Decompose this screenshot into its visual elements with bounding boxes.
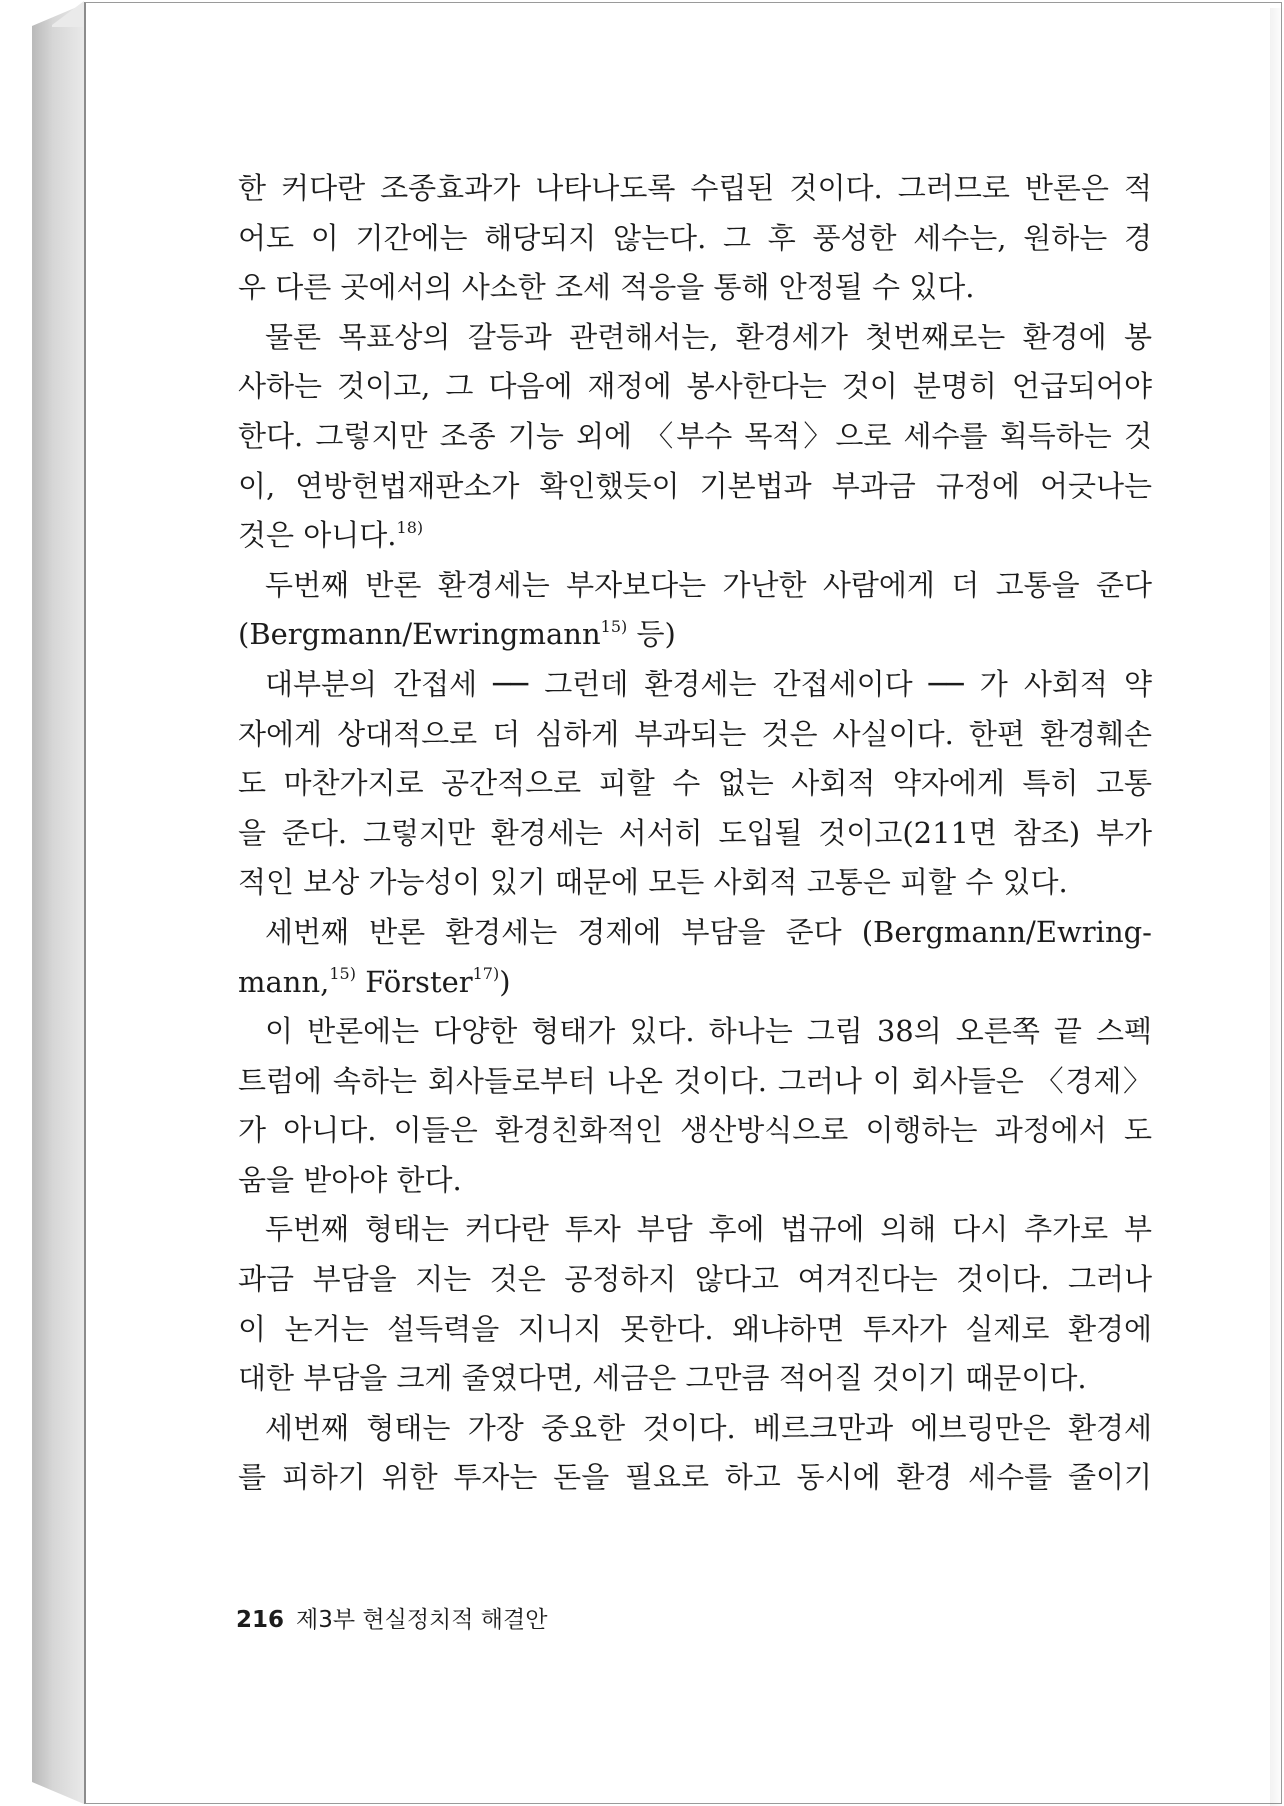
book-spine bbox=[32, 4, 84, 1804]
text-segment: ) bbox=[499, 964, 511, 999]
text-segment: Förster bbox=[355, 964, 473, 999]
text-segment: mann, bbox=[238, 964, 330, 999]
text-segment: (Bergmann/Ewringmann bbox=[238, 617, 601, 652]
footnote-marker: 17) bbox=[472, 963, 500, 983]
text-line: 한다. 그렇지만 조종 기능 외에 〈부수 목적〉으로 세수를 획득하는 것 bbox=[238, 418, 1152, 453]
text-line: 자에게 상대적으로 더 심하게 부과되는 것은 사실이다. 한편 환경훼손 bbox=[238, 716, 1152, 751]
section-heading-line: 세번째 반론 환경세는 경제에 부담을 준다 (Bergmann/Ewring- bbox=[265, 914, 1152, 949]
running-title: 제3부 현실정치적 해결안 bbox=[296, 1607, 548, 1633]
text-line: 가 아니다. 이들은 환경친화적인 생산방식으로 이행하는 과정에서 도 bbox=[238, 1113, 1152, 1148]
text-line: 이 반론에는 다양한 형태가 있다. 하나는 그림 38의 오른쪽 끝 스펙 bbox=[265, 1014, 1152, 1049]
text-line: 이 논거는 설득력을 지니지 못한다. 왜냐하면 투자가 실제로 환경에 bbox=[238, 1311, 1152, 1346]
text-line bbox=[238, 958, 1152, 1008]
text-line: 을 준다. 그렇지만 환경세는 서서히 도입될 것이고(211면 참조) 부가 bbox=[238, 815, 1152, 850]
text-line: 과금 부담을 지는 것은 공정하지 않다고 여겨진다는 것이다. 그러나 bbox=[238, 1262, 1152, 1297]
text-line: 적인 보상 가능성이 있기 때문에 모든 사회적 고통은 피할 수 있다. bbox=[238, 865, 1068, 900]
text-line: 두번째 형태는 커다란 투자 부담 후에 법규에 의해 다시 추가로 부 bbox=[265, 1212, 1152, 1247]
text-line: 한 커다란 조종효과가 나타나도록 수립된 것이다. 그러므로 반론은 적 bbox=[238, 171, 1152, 205]
footnote-marker: 15) bbox=[600, 616, 628, 636]
page-footer bbox=[236, 1601, 547, 1634]
page-number: 216 bbox=[236, 1607, 285, 1633]
text-line: 대부분의 간접세 ── 그런데 환경세는 간접세이다 ── 가 사회적 약 bbox=[265, 666, 1152, 701]
footnote-marker: 18) bbox=[396, 517, 424, 537]
footnote-marker: 15) bbox=[329, 963, 356, 983]
text-segment: 등) bbox=[627, 617, 676, 652]
text-line: 를 피하기 위한 투자는 돈을 필요로 하고 동시에 환경 세수를 줄이기 bbox=[238, 1460, 1152, 1495]
text-line: 움을 받아야 한다. bbox=[238, 1162, 462, 1197]
text-segment: 것은 아니다. bbox=[238, 518, 397, 553]
section-heading-line: 두번째 반론 환경세는 부자보다는 가난한 사람에게 더 고통을 준다 bbox=[265, 567, 1152, 602]
text-line: 우 다른 곳에서의 사소한 조세 적응을 통해 안정될 수 있다. bbox=[238, 270, 975, 305]
text-line: 도 마찬가지로 공간적으로 피할 수 없는 사회적 약자에게 특히 고통 bbox=[238, 766, 1152, 801]
text-line: 물론 목표상의 갈등과 관련해서는, 환경세가 첫번째로는 환경에 봉 bbox=[265, 319, 1152, 354]
text-line: 세번째 형태는 가장 중요한 것이다. 베르크만과 에브링만은 환경세 bbox=[265, 1410, 1152, 1445]
text-line: 어도 이 기간에는 해당되지 않는다. 그 후 풍성한 세수는, 원하는 경 bbox=[238, 220, 1152, 255]
text-line: 트럼에 속하는 회사들로부터 나온 것이다. 그러나 이 회사들은 〈경제〉 bbox=[238, 1063, 1152, 1098]
page-body-text bbox=[238, 164, 1152, 1503]
page-shadow bbox=[1270, 8, 1284, 1806]
book-top-edge bbox=[52, 1, 84, 27]
text-line: 사하는 것이고, 그 다음에 재정에 봉사한다는 것이 분명히 언급되어야 bbox=[238, 369, 1152, 404]
text-line bbox=[238, 511, 1152, 561]
text-line: 이, 연방헌법재판소가 확인했듯이 기본법과 부과금 규정에 어긋나는 bbox=[238, 468, 1152, 503]
text-line bbox=[238, 610, 1152, 660]
text-line: 대한 부담을 크게 줄였다면, 세금은 그만큼 적어질 것이기 때문이다. bbox=[238, 1361, 1087, 1396]
